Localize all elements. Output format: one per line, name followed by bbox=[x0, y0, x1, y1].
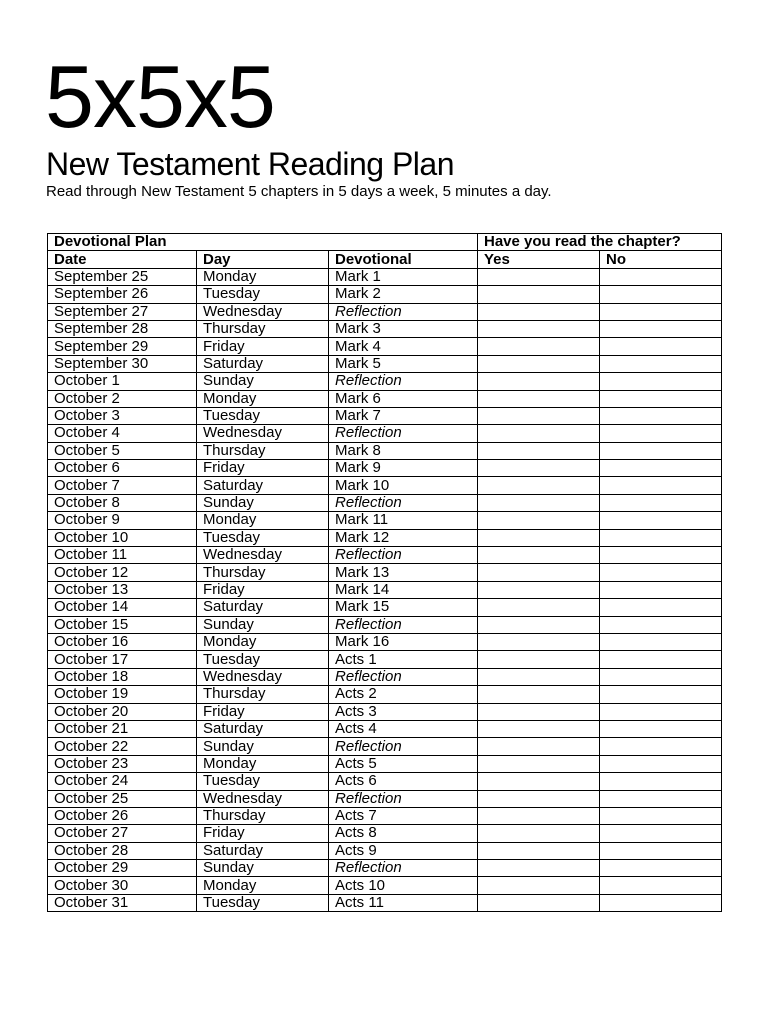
date-cell: October 7 bbox=[48, 477, 197, 494]
devotional-cell: Mark 7 bbox=[329, 407, 478, 424]
no-checkbox-cell[interactable] bbox=[600, 268, 722, 285]
yes-checkbox-cell[interactable] bbox=[478, 547, 600, 564]
table-row bbox=[48, 877, 722, 894]
table-row bbox=[48, 547, 722, 564]
day-cell: Saturday bbox=[197, 720, 329, 737]
devotional-cell: Mark 16 bbox=[329, 633, 478, 650]
devotional-cell: Mark 13 bbox=[329, 564, 478, 581]
yes-checkbox-cell[interactable] bbox=[478, 773, 600, 790]
no-checkbox-cell[interactable] bbox=[600, 338, 722, 355]
devotional-cell: Mark 5 bbox=[329, 355, 478, 372]
day-cell: Monday bbox=[197, 633, 329, 650]
day-cell: Wednesday bbox=[197, 425, 329, 442]
no-checkbox-cell[interactable] bbox=[600, 564, 722, 581]
date-cell: September 27 bbox=[48, 303, 197, 320]
yes-checkbox-cell[interactable] bbox=[478, 407, 600, 424]
no-checkbox-cell[interactable] bbox=[600, 755, 722, 772]
table-row bbox=[48, 268, 722, 285]
yes-checkbox-cell[interactable] bbox=[478, 686, 600, 703]
date-cell: October 23 bbox=[48, 755, 197, 772]
day-cell: Saturday bbox=[197, 477, 329, 494]
table-row bbox=[48, 477, 722, 494]
no-checkbox-cell[interactable] bbox=[600, 442, 722, 459]
yes-checkbox-cell[interactable] bbox=[478, 355, 600, 372]
no-checkbox-cell[interactable] bbox=[600, 529, 722, 546]
devotional-cell: Mark 11 bbox=[329, 512, 478, 529]
day-cell: Sunday bbox=[197, 616, 329, 633]
devotional-cell: Mark 2 bbox=[329, 286, 478, 303]
yes-checkbox-cell[interactable] bbox=[478, 616, 600, 633]
yes-checkbox-cell[interactable] bbox=[478, 564, 600, 581]
day-cell: Monday bbox=[197, 268, 329, 285]
devotional-cell: Acts 11 bbox=[329, 894, 478, 911]
day-cell: Saturday bbox=[197, 355, 329, 372]
yes-checkbox-cell[interactable] bbox=[478, 268, 600, 285]
table-row bbox=[48, 564, 722, 581]
date-cell: October 28 bbox=[48, 842, 197, 859]
devotional-cell: Mark 8 bbox=[329, 442, 478, 459]
document-title: 5x5x5 bbox=[45, 47, 275, 146]
yes-checkbox-cell[interactable] bbox=[478, 755, 600, 772]
no-checkbox-cell[interactable] bbox=[600, 512, 722, 529]
date-cell: October 10 bbox=[48, 529, 197, 546]
devotional-cell: Reflection bbox=[329, 616, 478, 633]
date-cell: October 6 bbox=[48, 460, 197, 477]
table-row bbox=[48, 286, 722, 303]
devotional-cell: Reflection bbox=[329, 860, 478, 877]
day-cell: Tuesday bbox=[197, 773, 329, 790]
date-cell: September 25 bbox=[48, 268, 197, 285]
table-row bbox=[48, 894, 722, 911]
date-cell: October 16 bbox=[48, 633, 197, 650]
table-row bbox=[48, 303, 722, 320]
yes-checkbox-cell[interactable] bbox=[478, 807, 600, 824]
devotional-cell: Mark 14 bbox=[329, 581, 478, 598]
day-cell: Monday bbox=[197, 877, 329, 894]
devotional-column-header: Devotional bbox=[329, 251, 478, 268]
group-header-row bbox=[48, 234, 722, 251]
day-cell: Wednesday bbox=[197, 547, 329, 564]
date-cell: October 1 bbox=[48, 373, 197, 390]
yes-checkbox-cell[interactable] bbox=[478, 790, 600, 807]
no-checkbox-cell[interactable] bbox=[600, 581, 722, 598]
day-cell: Monday bbox=[197, 755, 329, 772]
date-cell: October 4 bbox=[48, 425, 197, 442]
date-cell: October 17 bbox=[48, 651, 197, 668]
no-checkbox-cell[interactable] bbox=[600, 842, 722, 859]
no-checkbox-cell[interactable] bbox=[600, 425, 722, 442]
date-cell: October 2 bbox=[48, 390, 197, 407]
yes-checkbox-cell[interactable] bbox=[478, 633, 600, 650]
table-row bbox=[48, 599, 722, 616]
devotional-cell: Reflection bbox=[329, 494, 478, 511]
yes-checkbox-cell[interactable] bbox=[478, 390, 600, 407]
no-checkbox-cell[interactable] bbox=[600, 894, 722, 911]
no-checkbox-cell[interactable] bbox=[600, 773, 722, 790]
no-checkbox-cell[interactable] bbox=[600, 390, 722, 407]
no-checkbox-cell[interactable] bbox=[600, 616, 722, 633]
no-checkbox-cell[interactable] bbox=[600, 877, 722, 894]
no-checkbox-cell[interactable] bbox=[600, 320, 722, 337]
yes-checkbox-cell[interactable] bbox=[478, 477, 600, 494]
yes-checkbox-cell[interactable] bbox=[478, 512, 600, 529]
yes-checkbox-cell[interactable] bbox=[478, 599, 600, 616]
devotional-cell: Acts 3 bbox=[329, 703, 478, 720]
table-header bbox=[48, 234, 722, 269]
no-checkbox-cell[interactable] bbox=[600, 790, 722, 807]
date-cell: October 18 bbox=[48, 668, 197, 685]
day-cell: Tuesday bbox=[197, 529, 329, 546]
no-checkbox-cell[interactable] bbox=[600, 460, 722, 477]
devotional-cell: Acts 2 bbox=[329, 686, 478, 703]
date-cell: October 20 bbox=[48, 703, 197, 720]
yes-checkbox-cell[interactable] bbox=[478, 373, 600, 390]
devotional-cell: Acts 6 bbox=[329, 773, 478, 790]
yes-checkbox-cell[interactable] bbox=[478, 860, 600, 877]
yes-column-header: Yes bbox=[478, 251, 600, 268]
devotional-cell: Mark 3 bbox=[329, 320, 478, 337]
yes-checkbox-cell[interactable] bbox=[478, 738, 600, 755]
table-row bbox=[48, 407, 722, 424]
date-cell: October 11 bbox=[48, 547, 197, 564]
date-cell: September 26 bbox=[48, 286, 197, 303]
table-row bbox=[48, 373, 722, 390]
table-row bbox=[48, 616, 722, 633]
day-cell: Monday bbox=[197, 512, 329, 529]
yes-checkbox-cell[interactable] bbox=[478, 494, 600, 511]
day-cell: Friday bbox=[197, 703, 329, 720]
no-checkbox-cell[interactable] bbox=[600, 860, 722, 877]
date-cell: October 27 bbox=[48, 825, 197, 842]
devotional-cell: Reflection bbox=[329, 303, 478, 320]
day-cell: Sunday bbox=[197, 860, 329, 877]
table-row bbox=[48, 512, 722, 529]
day-cell: Tuesday bbox=[197, 894, 329, 911]
devotional-cell: Acts 7 bbox=[329, 807, 478, 824]
table-row bbox=[48, 390, 722, 407]
reading-plan-table bbox=[47, 233, 722, 912]
date-cell: September 30 bbox=[48, 355, 197, 372]
devotional-cell: Reflection bbox=[329, 373, 478, 390]
table-body bbox=[48, 268, 722, 911]
no-checkbox-cell[interactable] bbox=[600, 686, 722, 703]
date-cell: October 29 bbox=[48, 860, 197, 877]
table-row bbox=[48, 825, 722, 842]
table-row bbox=[48, 790, 722, 807]
day-cell: Sunday bbox=[197, 494, 329, 511]
yes-checkbox-cell[interactable] bbox=[478, 668, 600, 685]
date-cell: October 21 bbox=[48, 720, 197, 737]
date-cell: October 13 bbox=[48, 581, 197, 598]
date-cell: October 19 bbox=[48, 686, 197, 703]
table-row bbox=[48, 355, 722, 372]
date-cell: October 5 bbox=[48, 442, 197, 459]
table-row bbox=[48, 425, 722, 442]
table-row bbox=[48, 860, 722, 877]
yes-checkbox-cell[interactable] bbox=[478, 442, 600, 459]
date-column-header: Date bbox=[48, 251, 197, 268]
yes-checkbox-cell[interactable] bbox=[478, 303, 600, 320]
no-checkbox-cell[interactable] bbox=[600, 738, 722, 755]
day-cell: Thursday bbox=[197, 686, 329, 703]
devotional-cell: Acts 4 bbox=[329, 720, 478, 737]
day-cell: Wednesday bbox=[197, 303, 329, 320]
no-checkbox-cell[interactable] bbox=[600, 720, 722, 737]
yes-checkbox-cell[interactable] bbox=[478, 825, 600, 842]
table-row bbox=[48, 738, 722, 755]
table-row bbox=[48, 494, 722, 511]
no-checkbox-cell[interactable] bbox=[600, 703, 722, 720]
table-row bbox=[48, 807, 722, 824]
date-cell: October 9 bbox=[48, 512, 197, 529]
table-row bbox=[48, 686, 722, 703]
date-cell: October 3 bbox=[48, 407, 197, 424]
devotional-cell: Acts 5 bbox=[329, 755, 478, 772]
devotional-cell: Mark 15 bbox=[329, 599, 478, 616]
date-cell: October 15 bbox=[48, 616, 197, 633]
devotional-cell: Mark 12 bbox=[329, 529, 478, 546]
devotional-cell: Reflection bbox=[329, 425, 478, 442]
yes-checkbox-cell[interactable] bbox=[478, 720, 600, 737]
day-cell: Monday bbox=[197, 390, 329, 407]
yes-checkbox-cell[interactable] bbox=[478, 877, 600, 894]
table-row bbox=[48, 442, 722, 459]
devotional-cell: Acts 10 bbox=[329, 877, 478, 894]
table-row bbox=[48, 529, 722, 546]
day-cell: Saturday bbox=[197, 599, 329, 616]
date-cell: October 24 bbox=[48, 773, 197, 790]
day-cell: Saturday bbox=[197, 842, 329, 859]
day-cell: Friday bbox=[197, 825, 329, 842]
document-tagline: Read through New Testament 5 chapters in 5 days a week, 5 minutes a day. bbox=[46, 183, 552, 200]
date-cell: September 29 bbox=[48, 338, 197, 355]
no-checkbox-cell[interactable] bbox=[600, 355, 722, 372]
table-row bbox=[48, 703, 722, 720]
devotional-cell: Mark 9 bbox=[329, 460, 478, 477]
table-row bbox=[48, 651, 722, 668]
day-cell: Thursday bbox=[197, 807, 329, 824]
day-cell: Friday bbox=[197, 581, 329, 598]
column-header-row bbox=[48, 251, 722, 268]
date-cell: October 22 bbox=[48, 738, 197, 755]
yes-checkbox-cell[interactable] bbox=[478, 581, 600, 598]
devotional-cell: Acts 9 bbox=[329, 842, 478, 859]
no-checkbox-cell[interactable] bbox=[600, 407, 722, 424]
table-row bbox=[48, 773, 722, 790]
table-row bbox=[48, 842, 722, 859]
no-checkbox-cell[interactable] bbox=[600, 633, 722, 650]
devotional-cell: Reflection bbox=[329, 790, 478, 807]
yes-checkbox-cell[interactable] bbox=[478, 651, 600, 668]
day-cell: Tuesday bbox=[197, 651, 329, 668]
day-cell: Thursday bbox=[197, 442, 329, 459]
date-cell: October 26 bbox=[48, 807, 197, 824]
day-column-header: Day bbox=[197, 251, 329, 268]
table-row bbox=[48, 755, 722, 772]
yes-checkbox-cell[interactable] bbox=[478, 529, 600, 546]
devotional-plan-header: Devotional Plan bbox=[48, 234, 478, 251]
no-checkbox-cell[interactable] bbox=[600, 547, 722, 564]
day-cell: Tuesday bbox=[197, 407, 329, 424]
no-checkbox-cell[interactable] bbox=[600, 807, 722, 824]
day-cell: Sunday bbox=[197, 373, 329, 390]
date-cell: October 8 bbox=[48, 494, 197, 511]
table-row bbox=[48, 320, 722, 337]
table-row bbox=[48, 338, 722, 355]
yes-checkbox-cell[interactable] bbox=[478, 425, 600, 442]
yes-checkbox-cell[interactable] bbox=[478, 460, 600, 477]
table-row bbox=[48, 720, 722, 737]
no-checkbox-cell[interactable] bbox=[600, 477, 722, 494]
yes-checkbox-cell[interactable] bbox=[478, 703, 600, 720]
no-column-header: No bbox=[600, 251, 722, 268]
day-cell: Thursday bbox=[197, 320, 329, 337]
table-row bbox=[48, 668, 722, 685]
yes-checkbox-cell[interactable] bbox=[478, 894, 600, 911]
day-cell: Tuesday bbox=[197, 286, 329, 303]
table-row bbox=[48, 633, 722, 650]
date-cell: September 28 bbox=[48, 320, 197, 337]
yes-checkbox-cell[interactable] bbox=[478, 338, 600, 355]
date-cell: October 31 bbox=[48, 894, 197, 911]
day-cell: Thursday bbox=[197, 564, 329, 581]
day-cell: Wednesday bbox=[197, 668, 329, 685]
devotional-cell: Reflection bbox=[329, 668, 478, 685]
devotional-cell: Mark 6 bbox=[329, 390, 478, 407]
yes-checkbox-cell[interactable] bbox=[478, 320, 600, 337]
no-checkbox-cell[interactable] bbox=[600, 303, 722, 320]
devotional-cell: Reflection bbox=[329, 738, 478, 755]
date-cell: October 14 bbox=[48, 599, 197, 616]
no-checkbox-cell[interactable] bbox=[600, 373, 722, 390]
day-cell: Wednesday bbox=[197, 790, 329, 807]
devotional-cell: Mark 4 bbox=[329, 338, 478, 355]
devotional-cell: Mark 10 bbox=[329, 477, 478, 494]
devotional-cell: Mark 1 bbox=[329, 268, 478, 285]
read-chapter-header: Have you read the chapter? bbox=[478, 234, 722, 251]
devotional-cell: Acts 8 bbox=[329, 825, 478, 842]
document-subtitle: New Testament Reading Plan bbox=[46, 146, 454, 182]
yes-checkbox-cell[interactable] bbox=[478, 286, 600, 303]
no-checkbox-cell[interactable] bbox=[600, 494, 722, 511]
date-cell: October 25 bbox=[48, 790, 197, 807]
date-cell: October 12 bbox=[48, 564, 197, 581]
day-cell: Friday bbox=[197, 338, 329, 355]
no-checkbox-cell[interactable] bbox=[600, 599, 722, 616]
devotional-cell: Acts 1 bbox=[329, 651, 478, 668]
date-cell: October 30 bbox=[48, 877, 197, 894]
no-checkbox-cell[interactable] bbox=[600, 825, 722, 842]
no-checkbox-cell[interactable] bbox=[600, 651, 722, 668]
table-row bbox=[48, 460, 722, 477]
day-cell: Sunday bbox=[197, 738, 329, 755]
table-row bbox=[48, 581, 722, 598]
day-cell: Friday bbox=[197, 460, 329, 477]
devotional-cell: Reflection bbox=[329, 547, 478, 564]
no-checkbox-cell[interactable] bbox=[600, 668, 722, 685]
no-checkbox-cell[interactable] bbox=[600, 286, 722, 303]
yes-checkbox-cell[interactable] bbox=[478, 842, 600, 859]
